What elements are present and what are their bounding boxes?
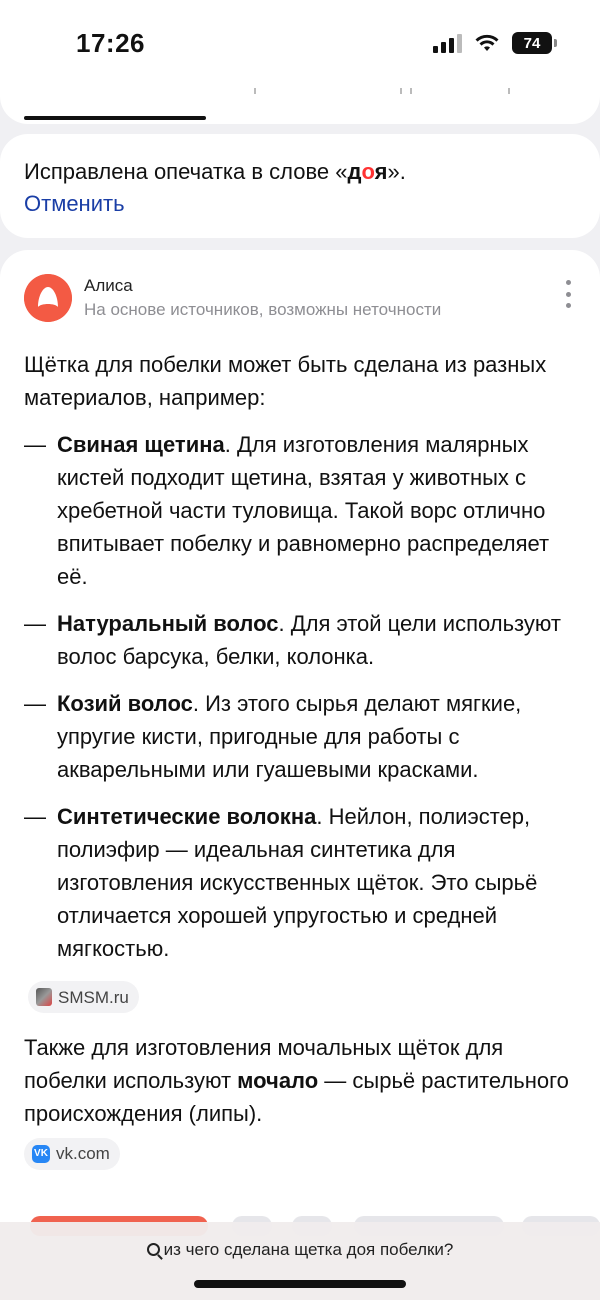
search-icon [147,1243,160,1256]
status-icons [433,32,552,54]
smsm-site-icon [36,988,52,1006]
battery-icon [512,32,552,54]
list-item-text: . Нейлон, полиэстер, полиэфир — идеальная синтетика для изготовления искусственных щёток. Это сырьё отличается хорошей упругостью и средней мягкостью. [57,804,538,961]
tabs-bar [0,80,600,124]
list-item: — Синтетические волокна. Нейлон, полиэстер, полиэфир — идеальная синтетика для изготовления искусственных щёток. Это сырьё отличается хорошей упругостью и средней мягкостью. [24,804,538,961]
source-chip-vk[interactable]: VK vk.com [24,1138,120,1170]
alisa-disclaimer: На основе источников, возможны неточности [84,300,442,319]
list-item-title: Козий волос [57,691,193,716]
home-indicator[interactable] [194,1280,406,1288]
list-item: — Козий волос. Из этого сырья делают мягкие, упругие кисти, пригодные для работы с акварельными или гуашевыми красками. [24,691,522,782]
status-time: 17:26 [76,28,145,58]
alisa-name: Алиса [84,276,133,295]
list-item-title: Свиная щетина [57,432,225,457]
list-item: — Натуральный волос. Для этой цели используют волос барсука, белки, колонка. [24,611,561,669]
tab-divider [400,88,402,94]
list-item-text: . Из этого сырья делают мягкие, упругие кисти, пригодные для работы с акварельными или гуашевыми красками. [57,691,522,782]
alisa-header [24,274,584,328]
corrected-word: доя [347,159,388,184]
tab-divider [508,88,510,94]
typo-notice-text: Исправлена опечатка в слове «доя». [24,159,406,184]
source-chip-smsm[interactable]: SMSM.ru [28,981,139,1013]
vk-logo-icon: VK [32,1145,50,1163]
tab-divider [410,88,412,94]
alisa-logo-icon [24,274,72,322]
list-item-text: . Для изготовления малярных кистей подходит щетина, взятая у животных с хребетной части туловища. Такой ворс отлично впитывает побелку и равномерно распределяет её. [57,432,550,589]
list-item-title: Синтетические волокна [57,804,317,829]
typo-notice-card [0,134,600,238]
cancel-correction-link[interactable]: Отменить [24,191,125,216]
search-query[interactable]: из чего сделана щетка доя побелки? [0,1240,600,1260]
additional-info: Также для изготовления мочальных щёток для побелки используют мочало — сырьё растительного происхождения (липы). [24,1035,569,1126]
alisa-answer-card [0,250,600,1300]
wifi-icon [474,33,500,53]
active-tab-indicator [24,116,206,120]
status-bar [0,0,600,80]
signal-icon [433,33,462,53]
list-item-text: . Для этой цели используют волос барсука, белки, колонка. [57,611,561,669]
tab-divider [254,88,256,94]
answer-intro: Щётка для побелки может быть сделана из разных материалов, например: [24,352,547,410]
more-options-icon[interactable] [564,280,572,308]
answer-body [24,348,580,1170]
bottom-search-bar[interactable] [0,1222,600,1300]
list-item-title: Натуральный волос [57,611,279,636]
list-item: — Свиная щетина. Для изготовления малярных кистей подходит щетина, взятая у животных с хребетной части туловища. Такой ворс отлично впитывает побелку и равномерно распределяет её. [24,432,550,589]
battery-level: 74 [523,34,541,52]
